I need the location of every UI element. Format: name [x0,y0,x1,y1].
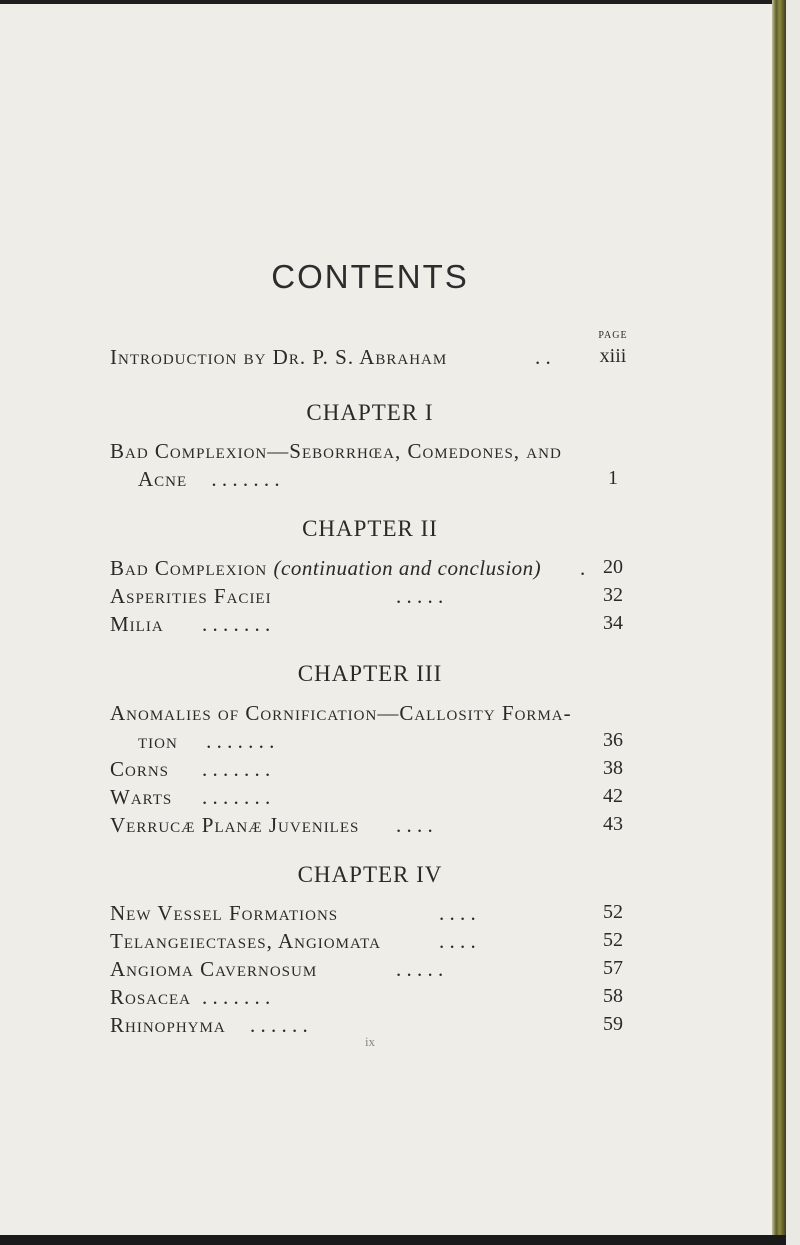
toc-page-number: 36 [603,729,623,751]
toc-entry-label: Verrucæ Planæ Juveniles [110,813,360,837]
toc-page-number: xiii [599,345,627,367]
toc-entry [110,813,610,838]
toc-entry [110,957,610,982]
toc-entry-label: Introduction by Dr. P. S. Abraham [110,345,448,369]
chapter-heading: CHAPTER III [297,661,443,686]
toc-entry-label: Asperities Faciei [110,584,272,608]
toc-entry [110,785,610,810]
chapter-heading: CHAPTER IV [297,862,443,887]
toc-entry-continuation [138,729,638,754]
chapter-heading: CHAPTER II [302,516,438,541]
leader-dots: . . . . . . . [202,757,271,781]
leader-dots: . . . . . . [250,1013,308,1037]
toc-entry-label: tion [138,729,178,753]
toc-entry-line: Bad Complexion—Seborrhœa, Comedones, and [110,439,562,463]
leader-dots: . . . . . [396,584,444,608]
toc-entry-label: Angioma Cavernosum [110,957,318,981]
toc-entry-subtitle: (continuation and conclusion) [273,556,542,580]
leader-dots: . . . . . . . [202,612,271,636]
leader-dots: . . . . . . . [202,785,271,809]
leader-dots: . . . . [439,929,476,953]
toc-page-number: 42 [603,785,623,807]
toc-entry [110,584,610,609]
toc-entry [110,985,610,1010]
toc-entry-label: Acne [138,467,188,491]
toc-entry-line: Anomalies of Cornification—Callosity Forma- [110,701,572,725]
toc-entry-label: Rosacea [110,985,192,1009]
toc-page-number: 43 [603,813,623,835]
toc-entry-continuation [138,467,638,492]
toc-entry-introduction [110,345,610,370]
toc-entry-label: Milia [110,612,164,636]
leader-dots: . [580,556,586,580]
leader-dots: . . . . [439,901,476,925]
toc-entry [110,612,610,637]
toc-entry-label: Warts [110,785,173,809]
toc-entry-label: Rhinophyma [110,1013,226,1037]
toc-entry-label: Bad Complexion [110,556,268,580]
toc-page-number: 52 [603,929,623,951]
toc-page-number: 38 [603,757,623,779]
toc-entry [110,757,610,782]
leader-dots: . . . . . . . [206,729,275,753]
page-title: CONTENTS [271,258,469,295]
leader-dots: . . . . . . . [211,467,280,491]
toc-entry-label: New Vessel Formations [110,901,339,925]
toc-page-number: 32 [603,584,623,606]
toc-entry [110,929,610,954]
toc-page-number: 1 [608,467,618,489]
toc-page-number: 52 [603,901,623,923]
leader-dots: . . . . . . . [202,985,271,1009]
toc-page-number: 20 [603,556,623,578]
toc-page-number: 58 [603,985,623,1007]
leader-dots: . . . . . [396,957,444,981]
toc-page-number: 34 [603,612,623,634]
toc-page-number: 59 [603,1013,623,1035]
chapter-heading: CHAPTER I [306,400,434,425]
leader-dots: . . [535,345,551,369]
toc-entry [110,556,610,581]
leader-dots: . . . . [396,813,433,837]
toc-entry-label: Corns [110,757,170,781]
toc-entry [110,901,610,926]
toc-page-number: 57 [603,957,623,979]
toc-entry-label: Telangeiectases, Angiomata [110,929,381,953]
page-folio: ix [364,1034,376,1049]
page-column-header: PAGE [598,330,628,341]
